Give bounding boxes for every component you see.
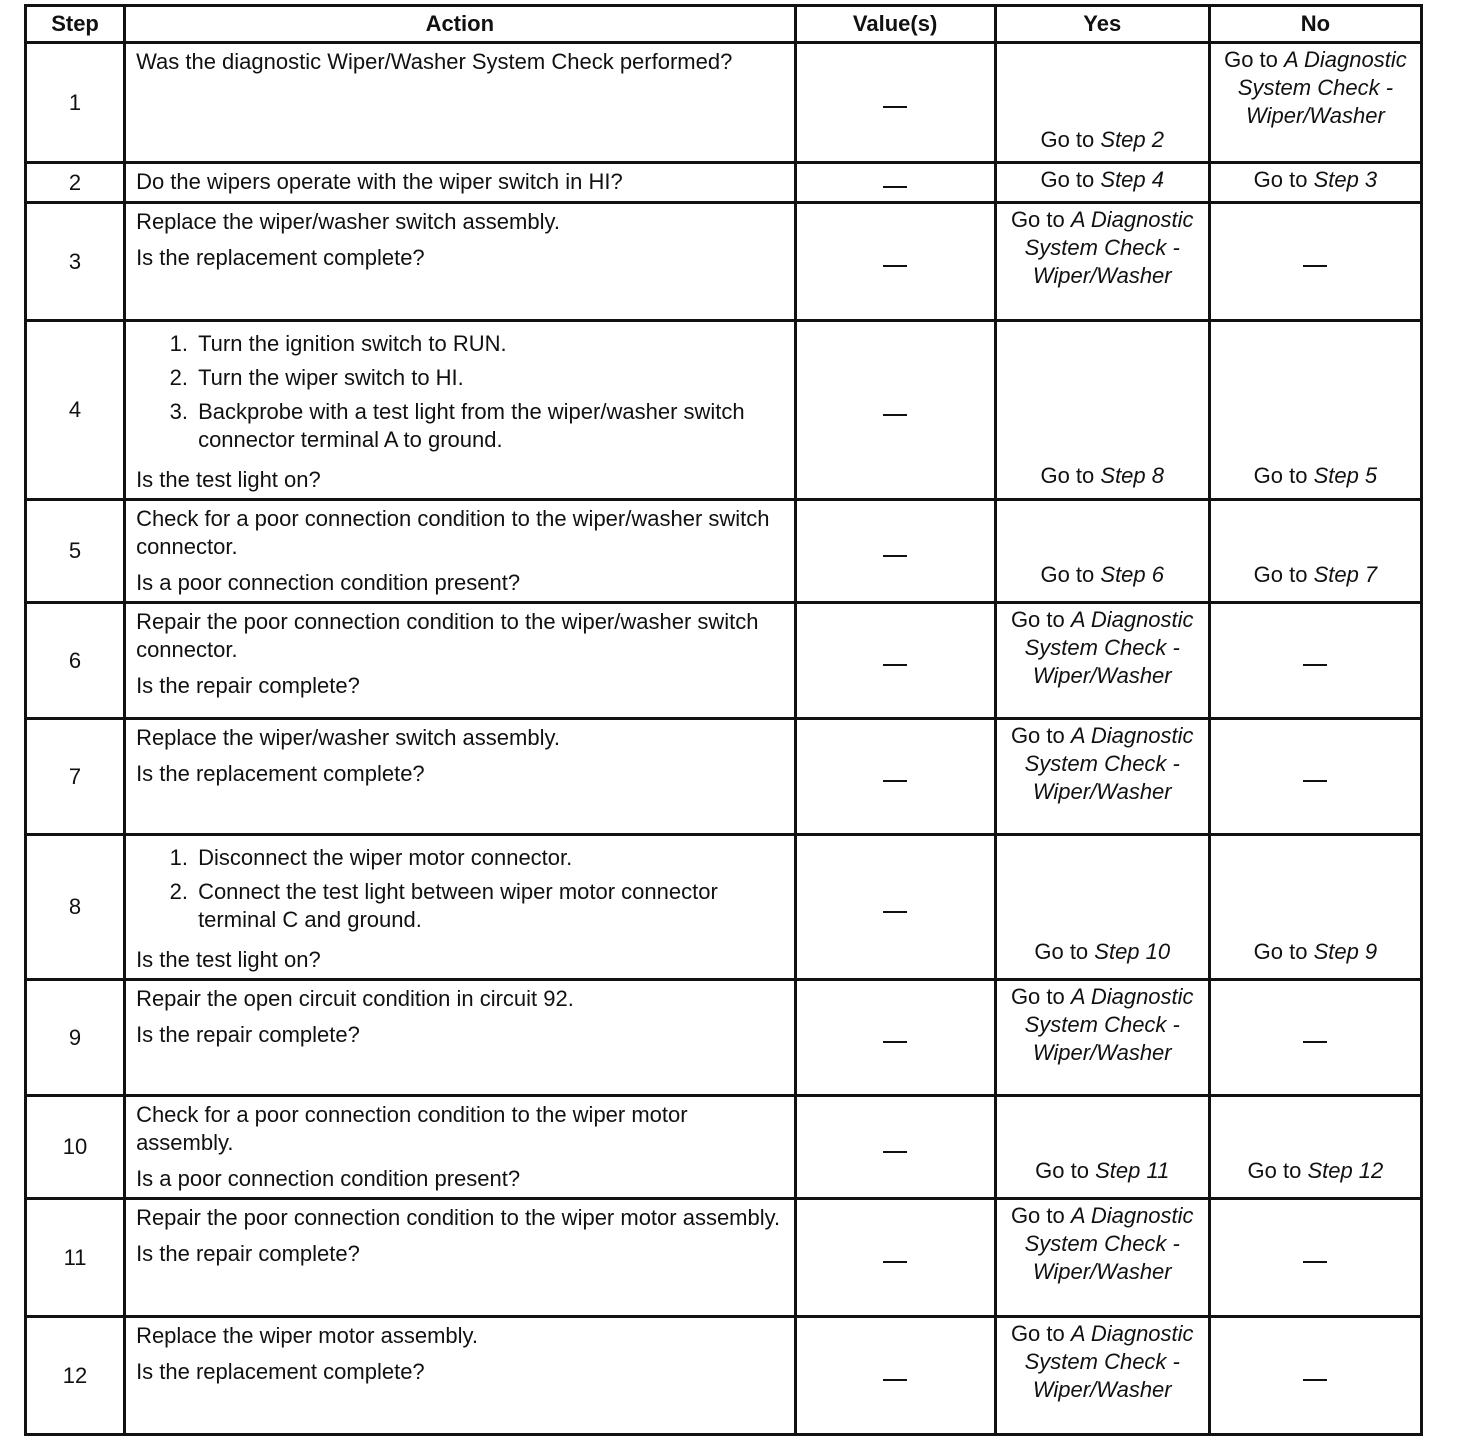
dash-text <box>1327 643 1328 671</box>
dash-text <box>907 759 908 787</box>
table-row <box>26 980 1422 1096</box>
action-wrap <box>136 1322 783 1428</box>
step-number: 1 <box>26 43 125 163</box>
go-to-text: Go to <box>1010 984 1071 1009</box>
target-text: A Diagnostic System Check - Wiper/Washer <box>1237 47 1407 128</box>
action-cell <box>125 603 795 719</box>
value-cell <box>795 835 995 980</box>
no-wrap <box>1217 838 1414 966</box>
dash-text <box>1327 759 1328 787</box>
yes-wrap <box>1003 1320 1202 1426</box>
target-text: A Diagnostic System Check - Wiper/Washer <box>1024 1203 1194 1284</box>
header-no: No <box>1209 6 1421 43</box>
action-step: 1. Disconnect the wiper motor connector. <box>194 844 783 872</box>
target-text: Step 7 <box>1313 562 1378 587</box>
action-text: Replace the wiper/washer switch assembly. <box>136 209 560 234</box>
go-to-text: Go to <box>1253 463 1314 488</box>
action-wrap <box>136 985 783 1089</box>
action-text: Is the repair complete? <box>136 673 360 698</box>
value-cell <box>795 43 995 163</box>
yes-wrap <box>1003 1202 1202 1308</box>
step-number: 4 <box>26 321 125 500</box>
action-step: 3. Backprobe with a test light from the wiper/washer switch connector terminal A to ground. <box>194 398 783 454</box>
value-cell <box>795 203 995 321</box>
dash <box>1303 265 1327 267</box>
value-cell <box>795 500 995 603</box>
header-action: Action <box>125 6 795 43</box>
dash <box>883 106 907 108</box>
dash-text <box>1327 1240 1328 1268</box>
header-values: Value(s) <box>795 6 995 43</box>
step-number: 12 <box>26 1317 125 1435</box>
no-cell <box>1209 1096 1421 1199</box>
target-text: A Diagnostic System Check - Wiper/Washer <box>1024 723 1194 804</box>
value-cell <box>795 603 995 719</box>
yes-link[interactable] <box>1003 606 1202 690</box>
yes-cell <box>995 1199 1209 1317</box>
action-wrap <box>136 1101 783 1193</box>
no-wrap <box>1217 324 1414 490</box>
action-text: Check for a poor connection condition to the wiper/washer switch connector. <box>136 506 770 559</box>
target-text: Step 11 <box>1095 1158 1170 1183</box>
action-wrap <box>136 840 783 974</box>
yes-wrap <box>1003 838 1202 966</box>
yes-wrap <box>1003 722 1202 826</box>
action-step: 1. Turn the ignition switch to RUN. <box>194 330 783 358</box>
step-number: 8 <box>26 835 125 980</box>
dash-text <box>907 165 908 193</box>
yes-wrap <box>1003 166 1202 194</box>
yes-cell <box>995 603 1209 719</box>
no-cell <box>1209 835 1421 980</box>
action-cell <box>125 1317 795 1435</box>
action-steps-list <box>136 330 783 460</box>
go-to-text: Go to <box>1034 939 1095 964</box>
dash <box>883 664 907 666</box>
dash-text <box>907 890 908 918</box>
action-text: Is the replacement complete? <box>136 245 425 270</box>
action-text: Is a poor connection condition present? <box>136 570 521 595</box>
dash-text <box>907 393 908 421</box>
action-text: Is the repair complete? <box>136 1022 360 1047</box>
no-wrap <box>1217 503 1414 589</box>
yes-cell <box>995 719 1209 835</box>
target-text: A Diagnostic System Check - Wiper/Washer <box>1024 984 1194 1065</box>
action-cell <box>125 1199 795 1317</box>
value-cell <box>795 1317 995 1435</box>
yes-link[interactable] <box>1003 561 1202 589</box>
dash-text <box>907 244 908 272</box>
go-to-text: Go to <box>1253 562 1314 587</box>
dash <box>883 186 907 188</box>
no-link[interactable] <box>1217 938 1414 966</box>
go-to-text: Go to <box>1040 127 1101 152</box>
no-cell <box>1209 980 1421 1096</box>
dash-text <box>907 85 908 113</box>
target-text: A Diagnostic System Check - Wiper/Washer <box>1024 207 1194 288</box>
yes-link[interactable] <box>1003 983 1202 1067</box>
dash <box>883 780 907 782</box>
table-row <box>26 835 1422 980</box>
no-wrap <box>1217 166 1414 194</box>
yes-cell <box>995 1096 1209 1199</box>
no-cell <box>1209 163 1421 203</box>
target-text: Step 6 <box>1100 562 1164 587</box>
yes-cell <box>995 980 1209 1096</box>
table-row <box>26 163 1422 203</box>
yes-cell <box>995 163 1209 203</box>
no-cell <box>1209 203 1421 321</box>
go-to-text: Go to <box>1040 463 1101 488</box>
dash <box>883 555 907 557</box>
dash <box>1303 1379 1327 1381</box>
go-to-text: Go to <box>1224 47 1285 72</box>
target-text: Step 8 <box>1100 463 1164 488</box>
dash-text <box>907 1358 908 1386</box>
no-link[interactable] <box>1217 166 1414 194</box>
no-link[interactable] <box>1217 1157 1414 1185</box>
dash-text <box>1327 244 1328 272</box>
table-row <box>26 1199 1422 1317</box>
yes-cell <box>995 321 1209 500</box>
go-to-text: Go to <box>1040 167 1101 192</box>
yes-wrap <box>1003 206 1202 312</box>
table-row <box>26 1317 1422 1435</box>
header-row <box>26 6 1422 43</box>
diagnostic-table <box>24 4 1423 1436</box>
yes-wrap <box>1003 983 1202 1087</box>
target-text: Step 2 <box>1100 127 1164 152</box>
action-step: 2. Connect the test light between wiper motor connector terminal C and ground. <box>194 878 783 934</box>
action-text: Is the repair complete? <box>136 1241 360 1266</box>
value-cell <box>795 719 995 835</box>
target-text: Step 3 <box>1313 167 1378 192</box>
go-to-text: Go to <box>1010 1203 1071 1228</box>
no-cell <box>1209 603 1421 719</box>
action-text: Repair the poor connection condition to the wiper motor assembly. <box>136 1205 781 1230</box>
go-to-text: Go to <box>1247 1158 1308 1183</box>
table-row <box>26 43 1422 163</box>
dash-text <box>1327 1358 1328 1386</box>
step-number: 10 <box>26 1096 125 1199</box>
action-text: Is the replacement complete? <box>136 761 425 786</box>
target-text: Step 5 <box>1313 463 1378 488</box>
action-question: Is the test light on? <box>136 467 321 492</box>
target-text: Step 4 <box>1100 167 1164 192</box>
go-to-text: Go to <box>1035 1158 1096 1183</box>
action-cell <box>125 500 795 603</box>
value-cell <box>795 321 995 500</box>
yes-cell <box>995 500 1209 603</box>
target-text: Step 10 <box>1094 939 1171 964</box>
yes-cell <box>995 43 1209 163</box>
header-yes: Yes <box>995 6 1209 43</box>
dash <box>1303 664 1327 666</box>
action-steps-list <box>136 844 783 940</box>
dash <box>883 1041 907 1043</box>
target-text: A Diagnostic System Check - Wiper/Washer <box>1024 607 1194 688</box>
yes-link[interactable] <box>1003 462 1202 490</box>
yes-link[interactable] <box>1003 1202 1202 1286</box>
action-cell <box>125 321 795 500</box>
value-cell <box>795 1096 995 1199</box>
action-wrap <box>136 724 783 828</box>
yes-cell <box>995 835 1209 980</box>
action-wrap <box>136 208 783 314</box>
value-cell <box>795 980 995 1096</box>
step-number: 5 <box>26 500 125 603</box>
target-text: Step 9 <box>1313 939 1378 964</box>
no-link[interactable] <box>1217 561 1414 589</box>
dash <box>1303 1041 1327 1043</box>
table-body <box>26 43 1422 1435</box>
action-text: Was the diagnostic Wiper/Washer System Check performed? <box>136 49 733 74</box>
no-wrap <box>1217 46 1414 154</box>
action-question: Is the test light on? <box>136 947 321 972</box>
no-wrap <box>1217 1099 1414 1185</box>
dash <box>1303 780 1327 782</box>
step-number: 7 <box>26 719 125 835</box>
dash <box>883 265 907 267</box>
action-step: 2. Turn the wiper switch to HI. <box>194 364 783 392</box>
action-text: Do the wipers operate with the wiper switch in HI? <box>136 169 623 194</box>
target-text: A Diagnostic System Check - Wiper/Washer <box>1024 1321 1194 1402</box>
dash <box>883 1379 907 1381</box>
yes-link[interactable] <box>1003 1320 1202 1404</box>
action-text: Repair the open circuit condition in circuit 92. <box>136 986 574 1011</box>
dash <box>883 1151 907 1153</box>
dash <box>883 414 907 416</box>
action-wrap <box>136 505 783 597</box>
table-row <box>26 500 1422 603</box>
go-to-text: Go to <box>1010 1321 1071 1346</box>
dash-text <box>907 1240 908 1268</box>
go-to-text: Go to <box>1010 607 1071 632</box>
yes-wrap <box>1003 503 1202 589</box>
yes-cell <box>995 203 1209 321</box>
action-wrap <box>136 326 783 494</box>
go-to-text: Go to <box>1010 207 1071 232</box>
action-cell <box>125 980 795 1096</box>
header-step: Step <box>26 6 125 43</box>
action-cell <box>125 719 795 835</box>
action-text: Replace the wiper/washer switch assembly. <box>136 725 560 750</box>
action-cell <box>125 1096 795 1199</box>
go-to-text: Go to <box>1040 562 1101 587</box>
action-cell <box>125 203 795 321</box>
yes-link[interactable] <box>1003 938 1202 966</box>
dash <box>883 911 907 913</box>
dash-text <box>907 1020 908 1048</box>
action-wrap <box>136 48 783 156</box>
action-cell <box>125 163 795 203</box>
action-text: Is a poor connection condition present? <box>136 1166 521 1191</box>
action-cell <box>125 835 795 980</box>
yes-cell <box>995 1317 1209 1435</box>
value-cell <box>795 163 995 203</box>
no-cell <box>1209 500 1421 603</box>
dash-text <box>907 1130 908 1158</box>
yes-link[interactable] <box>1003 126 1202 154</box>
step-number: 11 <box>26 1199 125 1317</box>
dash <box>1303 1261 1327 1263</box>
go-to-text: Go to <box>1253 167 1314 192</box>
yes-link[interactable] <box>1003 166 1202 194</box>
table-row <box>26 1096 1422 1199</box>
step-number: 2 <box>26 163 125 203</box>
action-wrap <box>136 168 783 196</box>
go-to-text: Go to <box>1253 939 1314 964</box>
action-wrap <box>136 1204 783 1310</box>
yes-wrap <box>1003 606 1202 710</box>
no-link[interactable] <box>1217 462 1414 490</box>
no-cell <box>1209 1317 1421 1435</box>
yes-link[interactable] <box>1003 722 1202 806</box>
dash-text <box>907 643 908 671</box>
table-row <box>26 203 1422 321</box>
yes-link[interactable] <box>1003 1157 1202 1185</box>
action-cell <box>125 43 795 163</box>
table-row <box>26 719 1422 835</box>
action-text: Repair the poor connection condition to the wiper/washer switch connector. <box>136 609 759 662</box>
no-cell <box>1209 719 1421 835</box>
dash-text <box>1327 1020 1328 1048</box>
step-number: 9 <box>26 980 125 1096</box>
no-cell <box>1209 1199 1421 1317</box>
action-text: Check for a poor connection condition to the wiper motor assembly. <box>136 1102 688 1155</box>
action-text: Replace the wiper motor assembly. <box>136 1323 479 1348</box>
no-cell <box>1209 321 1421 500</box>
yes-wrap <box>1003 1099 1202 1185</box>
step-number: 3 <box>26 203 125 321</box>
table-row <box>26 603 1422 719</box>
action-wrap <box>136 608 783 712</box>
yes-wrap <box>1003 46 1202 154</box>
action-text: Is the replacement complete? <box>136 1359 425 1384</box>
no-cell <box>1209 43 1421 163</box>
yes-wrap <box>1003 324 1202 490</box>
dash <box>883 1261 907 1263</box>
value-cell <box>795 1199 995 1317</box>
no-link[interactable] <box>1217 46 1414 130</box>
target-text: Step 12 <box>1307 1158 1384 1183</box>
table-row <box>26 321 1422 500</box>
dash-text <box>907 534 908 562</box>
yes-link[interactable] <box>1003 206 1202 290</box>
step-number: 6 <box>26 603 125 719</box>
go-to-text: Go to <box>1010 723 1071 748</box>
